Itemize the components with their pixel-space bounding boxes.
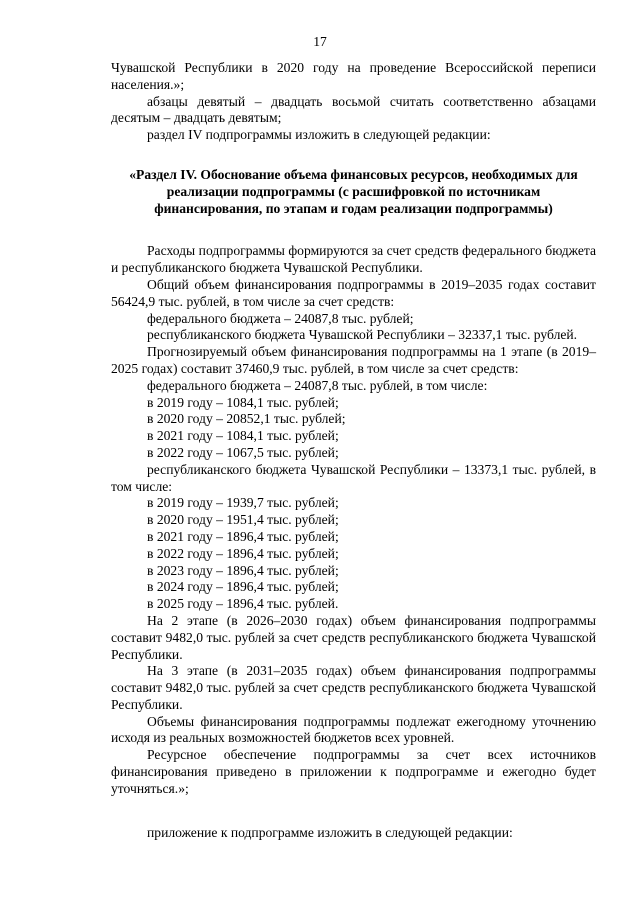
body-paragraph: Расходы подпрограммы формируются за счет средств федерального бюджета и республиканского бюджета Чувашской Республики. — [111, 243, 596, 276]
list-item: в 2019 году – 1939,7 тыс. рублей; — [147, 495, 339, 511]
list-item: в 2022 году – 1896,4 тыс. рублей; — [147, 545, 339, 561]
list-item: в 2023 году – 1896,4 тыс. рублей; — [147, 562, 339, 578]
list-item: в 2020 году – 20852,1 тыс. рублей; — [147, 411, 346, 427]
list-item: в 2024 году – 1896,4 тыс. рублей; — [147, 579, 339, 595]
body-paragraph: На 2 этапе (в 2026–2030 годах) объем финансирования подпрограммы составит 9482,0 тыс. рублей за счет средств республиканского бюджета Чувашской Республики. — [111, 612, 596, 662]
intro-paragraph: Чувашской Республики в 2020 году на проведение Всероссийской переписи населения.»; — [111, 60, 596, 92]
list-item: в 2020 году – 1951,4 тыс. рублей; — [147, 512, 339, 528]
list-item: в 2021 году – 1084,1 тыс. рублей; — [147, 428, 339, 444]
section-heading: «Раздел IV. Обоснование объема финансовых ресурсов, необходимых для реализации подпрограммы (с расшифровкой по источникам финансирования, по этапам и годам реализации подпрограммы) — [129, 166, 578, 216]
page-content — [111, 60, 596, 841]
body-paragraph: Объемы финансирования подпрограммы подлежат ежегодному уточнению исходя из реальных возможностей бюджетов всех уровней. — [111, 713, 596, 746]
body-paragraph: Общий объем финансирования подпрограммы в 2019–2035 годах составит 56424,9 тыс. рублей, в том числе за счет средств: — [111, 276, 596, 309]
list-item: в 2022 году – 1067,5 тыс. рублей; — [147, 444, 339, 460]
body-paragraph: федерального бюджета – 24087,8 тыс. рублей; — [147, 310, 414, 326]
page-number: 17 — [313, 34, 327, 49]
intro-paragraph: абзацы девятый – двадцать восьмой считать соответственно абзацами десятым – двадцать девятым; — [111, 93, 596, 126]
body-paragraph: республиканского бюджета Чувашской Республики – 32337,1 тыс. рублей. — [147, 327, 578, 343]
closing-paragraph: приложение к подпрограмме изложить в следующей редакции: — [147, 824, 513, 840]
list-item: в 2025 году – 1896,4 тыс. рублей. — [147, 596, 339, 612]
body-paragraph: республиканского бюджета Чувашской Республики – 13373,1 тыс. рублей, в том числе: — [111, 461, 596, 494]
body-paragraph: федерального бюджета – 24087,8 тыс. рублей, в том числе: — [147, 377, 488, 393]
body-paragraph: На 3 этапе (в 2031–2035 годах) объем финансирования подпрограммы составит 9482,0 тыс. рублей за счет средств республиканского бюджета Чувашской Республики. — [111, 663, 596, 712]
body-paragraph: Прогнозируемый объем финансирования подпрограммы на 1 этапе (в 2019–2025 годах) составит 37460,9 тыс. рублей, в том числе за счет средств: — [111, 344, 596, 376]
body-paragraph: Ресурсное обеспечение подпрограммы за счет всех источников финансирования приведено в приложении к подпрограмме и ежегодно будет уточняться.»; — [111, 747, 596, 796]
list-item: в 2019 году – 1084,1 тыс. рублей; — [147, 394, 339, 410]
list-item: в 2021 году – 1896,4 тыс. рублей; — [147, 528, 339, 544]
intro-paragraph: раздел IV подпрограммы изложить в следующей редакции: — [147, 127, 491, 143]
